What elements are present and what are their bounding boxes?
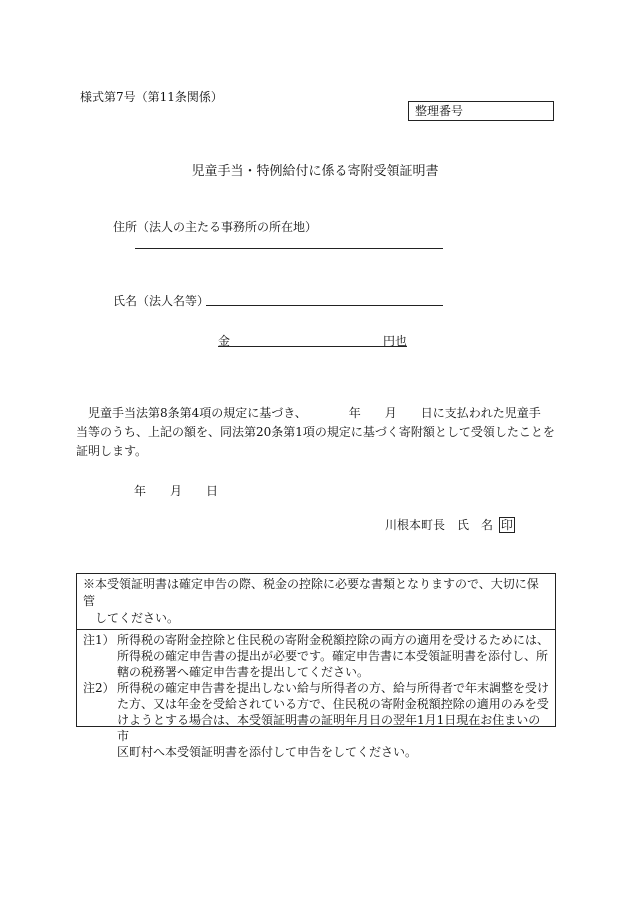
note-line: 所得税の確定申告書を提出しない給与所得者の方、給与所得者で年末調整を受け [117,681,550,695]
note-line: 所得税の寄附金控除と住民税の寄附金税額控除の両方の適用を受けるためには、 [117,633,550,647]
date-month: 月 [170,484,183,498]
amount-prefix: 金 [218,334,231,348]
name-line [206,305,443,306]
date-year: 年 [134,484,147,498]
reference-number-label: 整理番号 [415,104,464,118]
note-line: 所得税の確定申告書の提出が必要です。確定申告書に本受領証明書を添付し、所 [117,649,549,663]
note-line: 轄の税務署へ確定申告書を提出してください。 [117,665,370,679]
certification-line: 証明します。 [76,444,148,458]
note-line: けようとする場合は、本受領証明書の証明年月日の翌年1月1日現在お住まいの市 [117,713,541,743]
note-item [83,680,549,760]
signature-block [385,516,515,533]
notes-box [76,573,556,759]
note-label: 注2） [83,681,115,695]
date-day: 日 [206,484,219,498]
issue-date [134,482,218,499]
name-label: 氏名（法人名等） [113,294,210,308]
address-label: 住所（法人の主たる事務所の所在地） [113,220,318,234]
note-line: 区町村へ本受領証明書を添付して申告をしてください。 [117,745,418,759]
reference-number-box [408,101,554,121]
document-title: 児童手当・特例給付に係る寄附受領証明書 [191,164,439,179]
notice-line: ※本受領証明書は確定申告の際、税金の控除に必要な書類となりますので、大切に保管 [83,577,539,608]
amount-suffix: 円也 [383,334,408,348]
seal-mark: 印 [500,518,513,532]
form-number: 様式第7号（第11条関係） [80,90,223,104]
note-item [83,632,549,680]
notes-list [77,630,555,762]
certification-text [76,404,556,461]
note-label: 注1） [83,633,115,647]
certification-line: 当等のうち、上記の額を、同法第20条第1項の規定に基づく寄附額として受領したことを [76,425,555,439]
certification-line: 児童手当法第8条第4項の規定に基づき、 年 月 日に支払われた児童手 [76,406,541,420]
signatory-title: 川根本町長 氏 名 [385,518,494,532]
amount-underline [218,346,407,347]
notice-line: してください。 [95,611,180,625]
notice-banner [77,574,555,630]
address-line [135,248,443,249]
note-line: た方、又は年金を受給されている方で、住民税の寄附金税額控除の適用のみを受 [117,697,549,711]
